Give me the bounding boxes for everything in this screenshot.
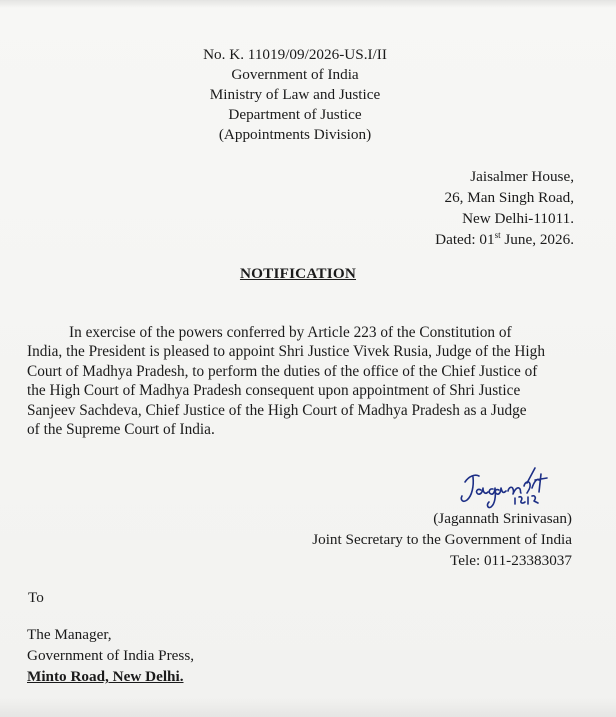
body-line: India, the President is pleased to appoint Shri Justice Vivek Rusia, Judge of the High	[27, 343, 545, 361]
signatory-phone: Tele: 011-23383037	[450, 552, 572, 569]
top-shadow	[0, 0, 616, 8]
body-line: In exercise of the powers conferred by Article 223 of the Constitution of	[69, 324, 512, 341]
bottom-shade	[0, 697, 616, 717]
signatory-designation: Joint Secretary to the Government of India	[312, 531, 572, 548]
recipient-line-2: Government of India Press,	[27, 647, 195, 664]
file-number: No. K. 11019/09/2026-US.I/II	[203, 46, 387, 63]
date-line	[354, 229, 574, 250]
body-line: Court of Madhya Pradesh, to perform the duties of the office of the Chief Justice of	[27, 362, 538, 380]
body-line: Sanjeev Sachdeva, Chief Justice of the High Court of Madhya Pradesh as a Judge	[27, 401, 527, 419]
address-block	[354, 166, 574, 250]
address-line-2: 26, Man Singh Road,	[444, 189, 574, 206]
signatory-block	[262, 508, 572, 571]
notification-title: NOTIFICATION	[239, 265, 357, 282]
division-name: (Appointments Division)	[218, 126, 372, 143]
header-block	[170, 45, 420, 145]
body-line: of the Supreme Court of India.	[27, 421, 215, 439]
body-line: the High Court of Madhya Pradesh consequent upon appointment of Shri Justice	[27, 382, 521, 400]
date-ordinal: st	[494, 229, 501, 240]
date-rest: June, 2026.	[500, 231, 574, 248]
to-label: To	[28, 589, 44, 606]
recipient-line-1: The Manager,	[27, 626, 112, 643]
address-line-1: Jaisalmer House,	[470, 168, 574, 185]
handwritten-signature	[455, 460, 565, 515]
signatory-name: (Jagannath Srinivasan)	[433, 510, 572, 527]
recipient-address: Minto Road, New Delhi.	[27, 668, 184, 685]
date-prefix: Dated: 01	[435, 231, 495, 248]
ministry-name: Ministry of Law and Justice	[209, 86, 381, 103]
notification-body	[27, 323, 574, 439]
government-name: Government of India	[231, 66, 359, 83]
recipient-block	[27, 624, 194, 687]
department-name: Department of Justice	[228, 106, 362, 123]
address-line-3: New Delhi-11011.	[462, 210, 574, 227]
